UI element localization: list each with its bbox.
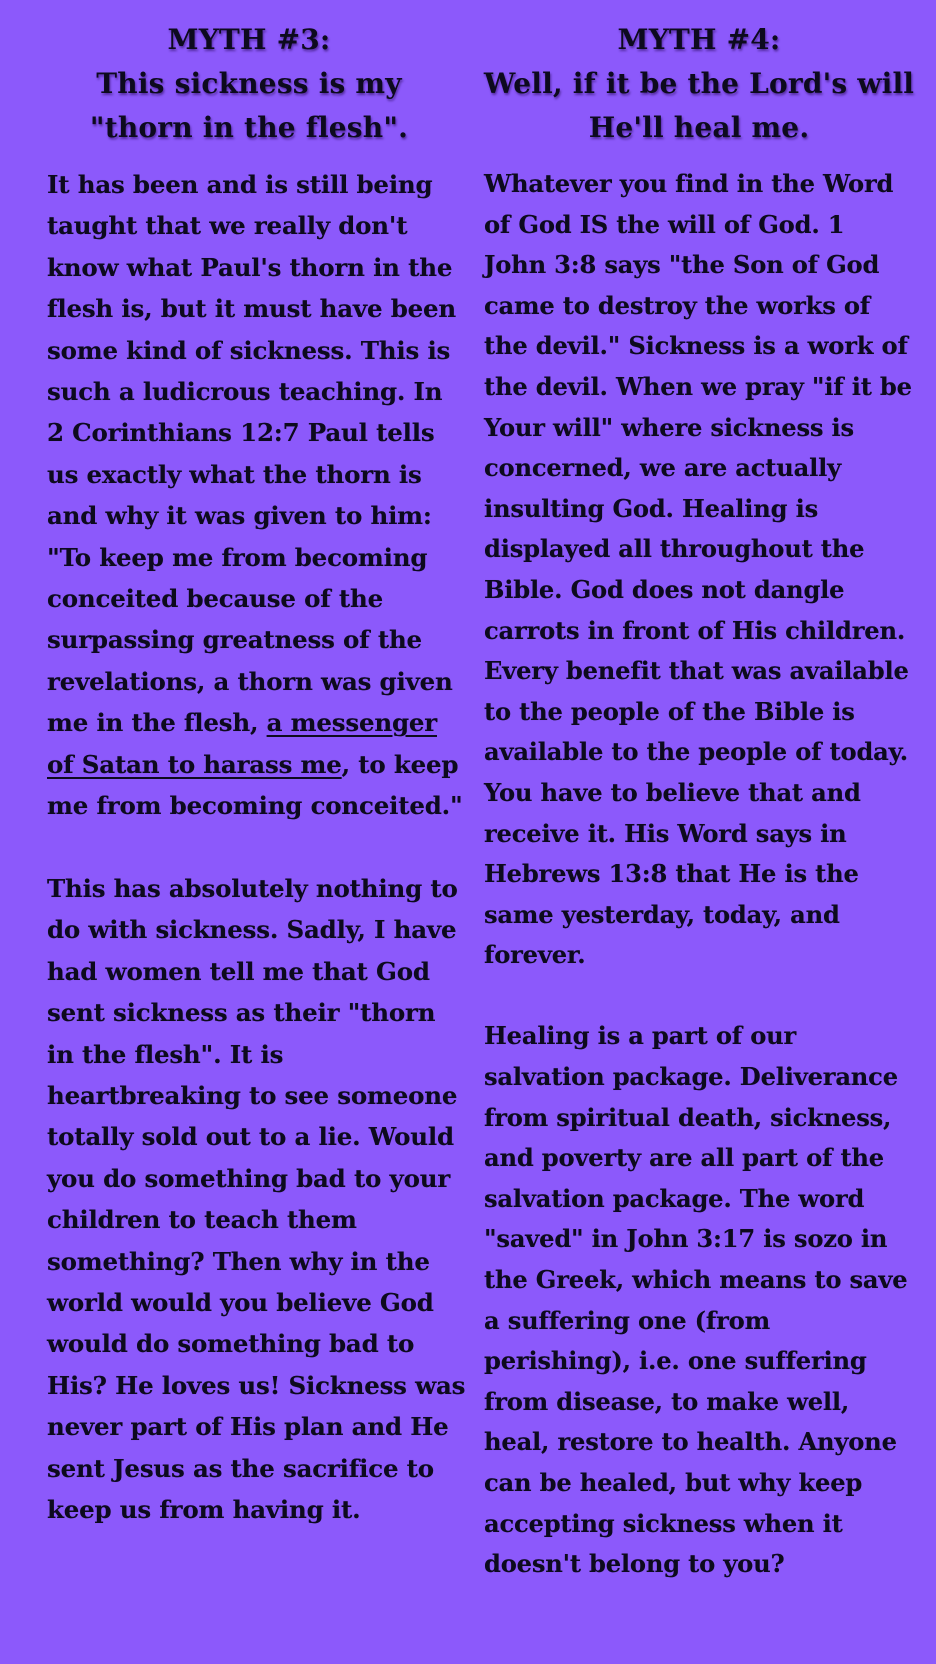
myth-3-heading	[39, 18, 459, 150]
myth-3-title-line-2: "thorn in the flesh".	[89, 111, 409, 144]
myth-4-title-line-1: Well, if it be the Lord's will	[483, 67, 915, 100]
myth-3-column	[47, 18, 467, 1530]
myth-3-paragraph-1-end: , to keep me from becoming conceited."	[47, 749, 463, 821]
myth-3-paragraph-2: This has absolutely nothing to do with sickness. Sadly, I have had women tell me that God sent sickness as their "thorn in the flesh". It is heartbreaking to see someone totally sold out to a lie. Would you do something bad to your children to teach them something? Then why in the world would you believe God would do something bad to His? He loves us! Sickness was never part of His plan and He sent Jesus as the sacrifice to keep us from having it.	[47, 873, 466, 1524]
myth-4-heading	[468, 18, 930, 150]
myth-4-number: MYTH #4:	[617, 23, 781, 56]
myth-3-number: MYTH #3:	[167, 23, 331, 56]
myth-3-title-line-1: This sickness is my	[96, 67, 402, 100]
myth-4-body	[484, 164, 914, 1585]
myth-3-body	[47, 164, 467, 1530]
myth-3-paragraph-1-start: It has been and is still being taught that we really don't know what Paul's thorn in the flesh is, but it must have been some kind of sickness. This is such a ludicrous teaching. In 2 Corinthians 12:7 Paul tells us exactly what the thorn is and why it was given to him: "To keep me from becoming conceited because of the surpassing greatness of the revelations, a thorn was given me in the flesh,	[47, 170, 457, 738]
myth-4-column	[484, 18, 914, 1585]
myth-3-underlined-quote: a messenger of Satan to harass me	[47, 708, 437, 779]
myth-4-title-line-2: He'll heal me.	[588, 111, 810, 144]
myth-4-paragraph-2: Healing is a part of our salvation package. Deliverance from spiritual death, sickness, and poverty are all part of the salvation package. The word "saved" in John 3:17 is sozo in the Greek, which means to save a suffering one (from perishing), i.e. one suffering from disease, to make well, heal, restore to health. Anyone can be healed, but why keep accepting sickness when it doesn't belong to you?	[484, 1021, 908, 1579]
myth-4-paragraph-1: Whatever you find in the Word of God IS the will of God. 1 John 3:8 says "the Son of God came to destroy the works of the devil." Sickness is a work of the devil. When we pray "if it be Your will" where sickness is concerned, we are actually insulting God. Healing is displayed all throughout the Bible. God does not dangle carrots in front of His children. Every benefit that was available to the people of the Bible is available to the people of today. You have to believe that and receive it. His Word says in Hebrews 13:8 that He is the same yesterday, today, and forever.	[484, 169, 912, 970]
myth-3-paragraph-1	[47, 164, 467, 827]
